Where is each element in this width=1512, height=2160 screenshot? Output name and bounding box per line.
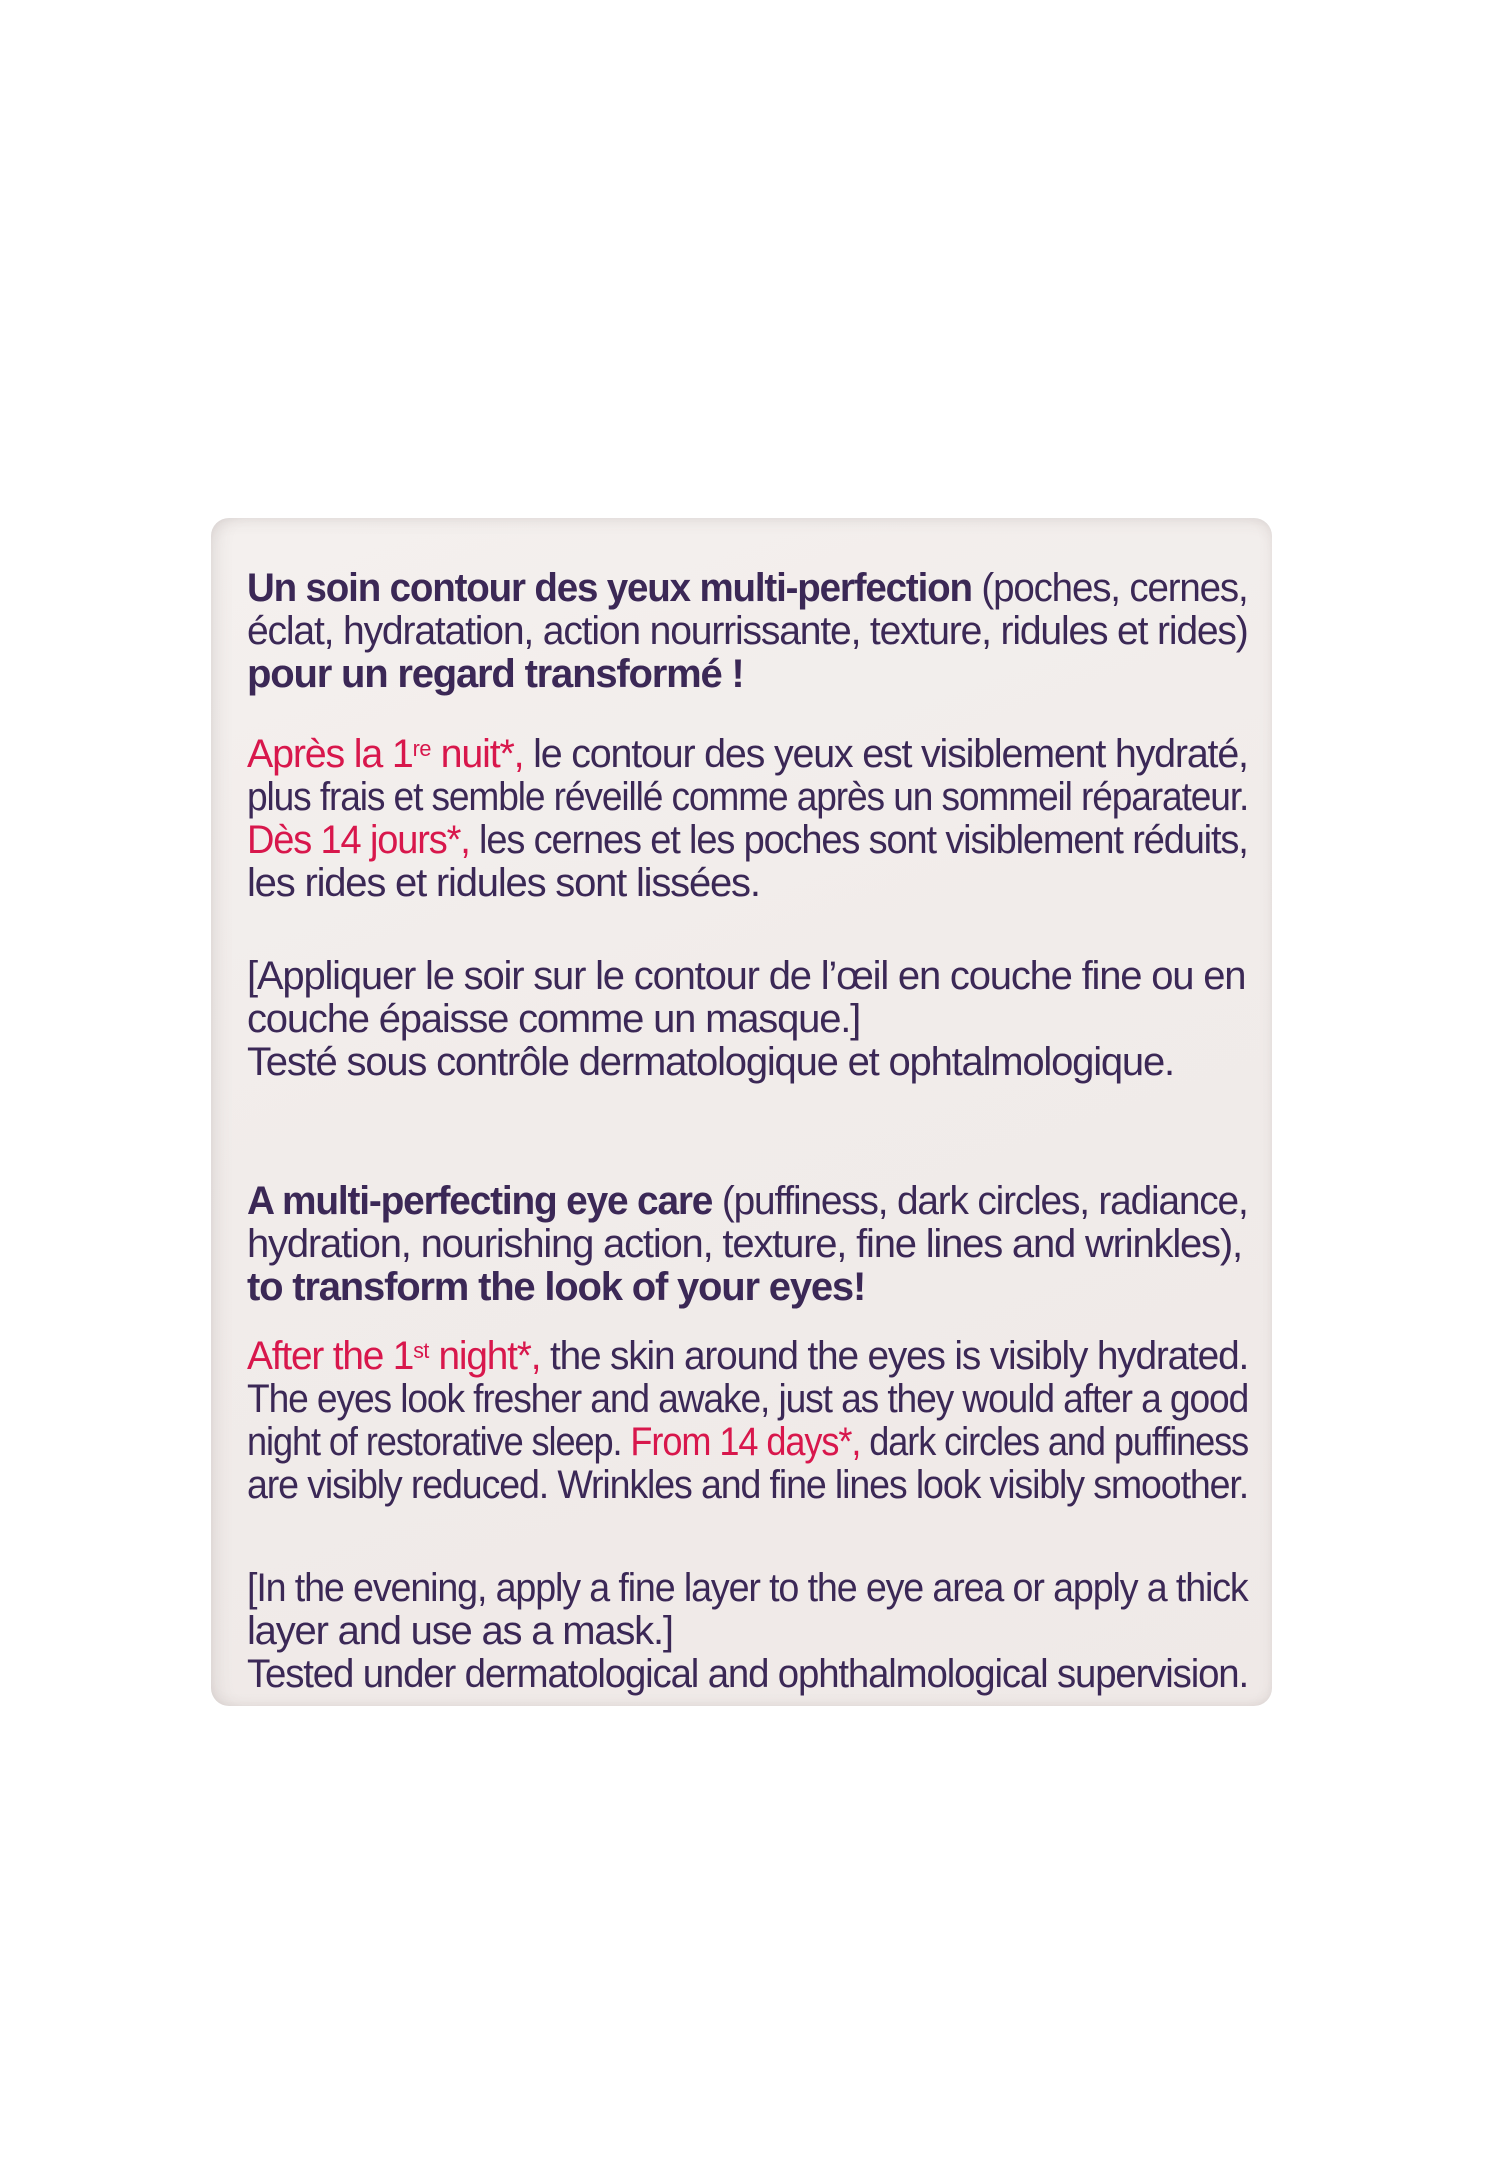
en-results-line2: The eyes look fresher and awake, just as they would after a good bbox=[247, 1377, 1249, 1421]
fr-claim-14-days: Dès 14 jours*, bbox=[247, 818, 470, 862]
en-usage-line2: layer and use as a mask.] bbox=[247, 1609, 673, 1653]
text-line bbox=[247, 1652, 1248, 1696]
en-usage-line1: [In the evening, apply a fine layer to the eye area or apply a thick bbox=[247, 1566, 1248, 1610]
text-line bbox=[247, 775, 1249, 819]
text-line bbox=[247, 653, 1248, 696]
en-claim-first-night: After the 1 bbox=[247, 1334, 414, 1378]
fr-claim-first-night-tail: nuit*, bbox=[430, 732, 524, 776]
text-line bbox=[247, 566, 1248, 610]
en-ordinal-superscript: st bbox=[413, 1338, 429, 1363]
text-line bbox=[247, 998, 1248, 1041]
text-line bbox=[247, 1041, 1248, 1084]
fr-results-line4: les rides et ridules sont lissées. bbox=[247, 861, 760, 905]
text-line bbox=[247, 1463, 1249, 1507]
text-line bbox=[247, 818, 1248, 862]
text-line bbox=[247, 1566, 1248, 1610]
en-tested-statement: Tested under dermatological and ophthalmological supervision. bbox=[247, 1652, 1248, 1696]
fr-results-paragraph bbox=[247, 727, 1248, 905]
fr-ordinal-superscript: re bbox=[412, 736, 431, 761]
text-line bbox=[247, 1329, 1249, 1378]
fr-results-line1: le contour des yeux est visiblement hydraté, bbox=[523, 732, 1248, 776]
fr-usage-line2: couche épaisse comme un masque.] bbox=[247, 997, 861, 1041]
packaging-text-panel bbox=[211, 518, 1272, 1706]
en-intro-lead-bold: A multi-perfecting eye care bbox=[247, 1179, 713, 1223]
en-results-line3-rest: dark circles and puffiness bbox=[860, 1420, 1249, 1464]
text-line bbox=[247, 1377, 1249, 1421]
en-results-paragraph bbox=[247, 1329, 1248, 1507]
en-results-line4: are visibly reduced. Wrinkles and fine lines look visibly smoother. bbox=[247, 1463, 1249, 1507]
fr-usage-line1: [Appliquer le soir sur le contour de l’œil en couche fine ou en bbox=[247, 954, 1246, 998]
fr-results-line2: plus frais et semble réveillé comme après un sommeil réparateur. bbox=[247, 775, 1249, 819]
text-line bbox=[247, 1266, 1248, 1309]
en-intro-paragraph bbox=[247, 1180, 1248, 1309]
fr-intro-rest: (poches, cernes, bbox=[971, 566, 1248, 610]
text-line bbox=[247, 1610, 1248, 1653]
text-line bbox=[247, 727, 1248, 776]
en-results-line1: the skin around the eyes is visibly hydrated. bbox=[540, 1334, 1249, 1378]
en-claim-14-days: From 14 days*, bbox=[630, 1420, 861, 1464]
en-intro-line2: hydration, nourishing action, texture, fine lines and wrinkles), bbox=[247, 1222, 1242, 1266]
fr-results-line3: les cernes et les poches sont visiblement réduits, bbox=[469, 818, 1248, 862]
fr-intro-line2: éclat, hydratation, action nourrissante, texture, ridules et rides) bbox=[247, 609, 1248, 653]
en-intro-rest: (puffiness, dark circles, radiance, bbox=[712, 1179, 1248, 1223]
text-line bbox=[247, 955, 1248, 998]
en-results-line3-start: night of restorative sleep. bbox=[247, 1420, 631, 1464]
en-intro-tail-bold: to transform the look of your eyes! bbox=[247, 1265, 866, 1309]
en-usage-paragraph bbox=[247, 1567, 1248, 1696]
text-line bbox=[247, 1179, 1248, 1223]
fr-claim-first-night: Après la 1 bbox=[247, 732, 413, 776]
fr-intro-paragraph bbox=[247, 567, 1248, 696]
text-line bbox=[247, 609, 1248, 653]
text-line bbox=[247, 1223, 1248, 1266]
en-claim-first-night-tail: night*, bbox=[428, 1334, 541, 1378]
fr-intro-lead-bold: Un soin contour des yeux multi-perfection bbox=[247, 566, 972, 610]
text-line bbox=[247, 862, 1248, 905]
text-line bbox=[247, 1420, 1249, 1464]
fr-tested-statement: Testé sous contrôle dermatologique et ophtalmologique. bbox=[247, 1040, 1174, 1084]
fr-intro-tail-bold: pour un regard transformé ! bbox=[247, 652, 744, 696]
fr-usage-paragraph bbox=[247, 955, 1248, 1084]
